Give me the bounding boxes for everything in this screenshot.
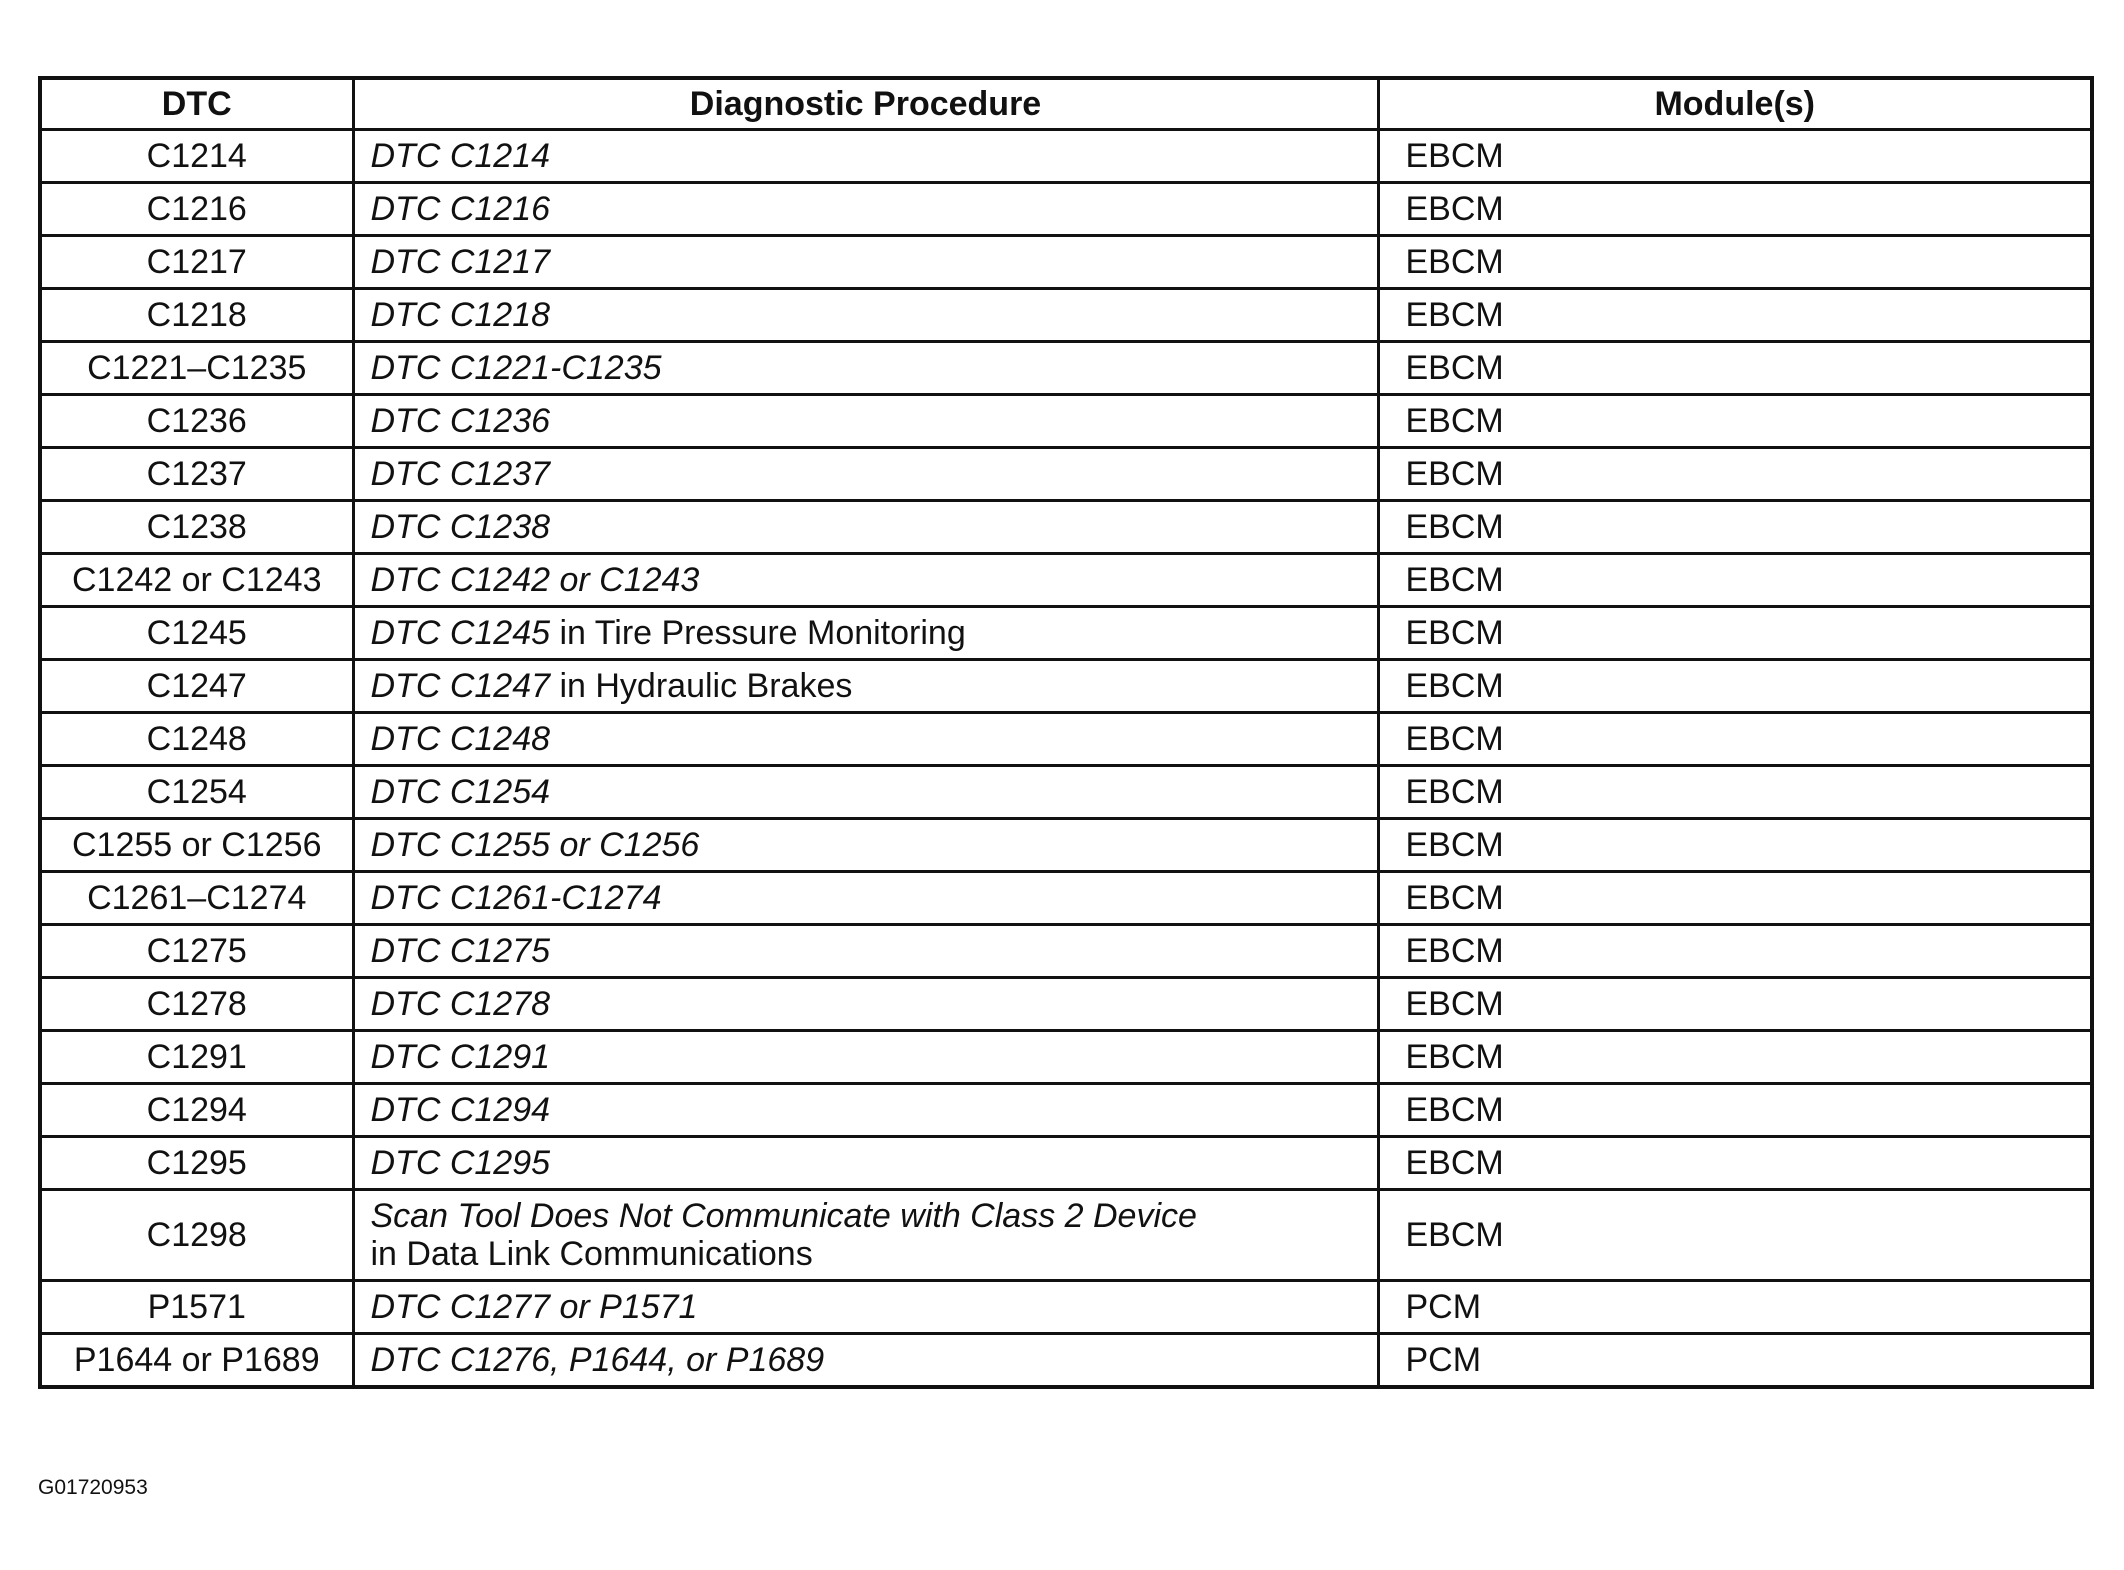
- diagnostic-procedure: [353, 1084, 1378, 1137]
- procedure-reference: DTC C1245: [370, 614, 551, 652]
- dtc-code: C1248: [40, 713, 353, 766]
- diagnostic-procedure: [353, 289, 1378, 342]
- module-name: EBCM: [1378, 448, 2092, 501]
- procedure-reference: DTC C1236: [370, 402, 551, 440]
- table-row: [40, 1084, 2092, 1137]
- diagnostic-procedure: [353, 872, 1378, 925]
- dtc-code: C1294: [40, 1084, 353, 1137]
- module-name: EBCM: [1378, 1084, 2092, 1137]
- module-name: EBCM: [1378, 607, 2092, 660]
- table-row: [40, 1031, 2092, 1084]
- diagnostic-procedure: [353, 1334, 1378, 1388]
- table-row: [40, 766, 2092, 819]
- dtc-code: C1237: [40, 448, 353, 501]
- procedure-section: in Tire Pressure Monitoring: [550, 614, 966, 652]
- table-row: [40, 1137, 2092, 1190]
- procedure-reference: DTC C1261-C1274: [370, 879, 662, 917]
- module-name: EBCM: [1378, 1031, 2092, 1084]
- procedure-reference: Scan Tool Does Not Communicate with Class 2 Device: [370, 1197, 1197, 1235]
- module-name: EBCM: [1378, 713, 2092, 766]
- dtc-code: C1291: [40, 1031, 353, 1084]
- module-name: EBCM: [1378, 925, 2092, 978]
- procedure-reference: DTC C1216: [370, 190, 551, 228]
- diagnostic-procedure: [353, 448, 1378, 501]
- table-row: [40, 978, 2092, 1031]
- module-name: EBCM: [1378, 766, 2092, 819]
- module-name: EBCM: [1378, 236, 2092, 289]
- procedure-reference: DTC C1277 or P1571: [370, 1288, 698, 1326]
- dtc-code: C1221–C1235: [40, 342, 353, 395]
- diagnostic-procedure: [353, 713, 1378, 766]
- diagnostic-procedure: [353, 554, 1378, 607]
- module-name: PCM: [1378, 1334, 2092, 1388]
- table-row: [40, 1334, 2092, 1388]
- table-row: [40, 395, 2092, 448]
- diagnostic-procedure: [353, 925, 1378, 978]
- table-row: [40, 183, 2092, 236]
- procedure-reference: DTC C1275: [370, 932, 551, 970]
- diagnostic-procedure: [353, 342, 1378, 395]
- module-name: EBCM: [1378, 395, 2092, 448]
- diagnostic-procedure: [353, 1190, 1378, 1281]
- module-name: EBCM: [1378, 1190, 2092, 1281]
- procedure-reference: DTC C1218: [370, 296, 551, 334]
- procedure-reference: DTC C1254: [370, 773, 551, 811]
- procedure-reference: DTC C1248: [370, 720, 551, 758]
- header-modules: Module(s): [1378, 78, 2092, 130]
- module-name: EBCM: [1378, 978, 2092, 1031]
- dtc-code: C1298: [40, 1190, 353, 1281]
- module-name: PCM: [1378, 1281, 2092, 1334]
- procedure-reference: DTC C1295: [370, 1144, 551, 1182]
- module-name: EBCM: [1378, 289, 2092, 342]
- dtc-code: C1254: [40, 766, 353, 819]
- dtc-code: C1275: [40, 925, 353, 978]
- table-header: [40, 78, 2092, 130]
- procedure-reference: DTC C1278: [370, 985, 551, 1023]
- diagnostic-procedure: [353, 660, 1378, 713]
- dtc-table: [38, 76, 2094, 1389]
- dtc-code: C1278: [40, 978, 353, 1031]
- table-row: [40, 607, 2092, 660]
- module-name: EBCM: [1378, 183, 2092, 236]
- table-row: [40, 501, 2092, 554]
- table-row: [40, 660, 2092, 713]
- header-row: [40, 78, 2092, 130]
- procedure-reference: DTC C1221-C1235: [370, 349, 662, 387]
- module-name: EBCM: [1378, 501, 2092, 554]
- diagnostic-procedure: [353, 1281, 1378, 1334]
- procedure-reference: DTC C1255 or C1256: [370, 826, 700, 864]
- table-row: [40, 289, 2092, 342]
- dtc-code: P1644 or P1689: [40, 1334, 353, 1388]
- table-row: [40, 819, 2092, 872]
- module-name: EBCM: [1378, 660, 2092, 713]
- dtc-code: C1261–C1274: [40, 872, 353, 925]
- diagnostic-procedure: [353, 607, 1378, 660]
- dtc-code: C1216: [40, 183, 353, 236]
- procedure-section: in Hydraulic Brakes: [550, 667, 853, 705]
- dtc-code: C1295: [40, 1137, 353, 1190]
- table-row: [40, 448, 2092, 501]
- procedure-reference: DTC C1294: [370, 1091, 551, 1129]
- dtc-code: C1255 or C1256: [40, 819, 353, 872]
- dtc-code: C1218: [40, 289, 353, 342]
- table-body: [40, 130, 2092, 1388]
- diagnostic-procedure: [353, 1137, 1378, 1190]
- procedure-reference: DTC C1242 or C1243: [370, 561, 700, 599]
- figure-id: G01720953: [38, 1476, 148, 1499]
- procedure-reference: DTC C1276, P1644, or P1689: [370, 1341, 825, 1379]
- procedure-reference: DTC C1237: [370, 455, 551, 493]
- table-row: [40, 1281, 2092, 1334]
- table-row: [40, 236, 2092, 289]
- table-row: [40, 1190, 2092, 1281]
- table-row: [40, 342, 2092, 395]
- dtc-code: C1236: [40, 395, 353, 448]
- module-name: EBCM: [1378, 130, 2092, 183]
- dtc-code: C1247: [40, 660, 353, 713]
- dtc-code: C1217: [40, 236, 353, 289]
- table-row: [40, 713, 2092, 766]
- procedure-reference: DTC C1291: [370, 1038, 551, 1076]
- dtc-code: C1238: [40, 501, 353, 554]
- diagnostic-procedure: [353, 1031, 1378, 1084]
- diagnostic-procedure: [353, 130, 1378, 183]
- header-diagnostic-procedure: Diagnostic Procedure: [353, 78, 1378, 130]
- module-name: EBCM: [1378, 872, 2092, 925]
- dtc-code: C1242 or C1243: [40, 554, 353, 607]
- table-row: [40, 872, 2092, 925]
- dtc-code: P1571: [40, 1281, 353, 1334]
- table-row: [40, 925, 2092, 978]
- module-name: EBCM: [1378, 554, 2092, 607]
- diagnostic-procedure: [353, 236, 1378, 289]
- dtc-code: C1214: [40, 130, 353, 183]
- diagnostic-procedure: [353, 766, 1378, 819]
- module-name: EBCM: [1378, 342, 2092, 395]
- procedure-reference: DTC C1214: [370, 137, 551, 175]
- diagnostic-procedure: [353, 819, 1378, 872]
- table-row: [40, 554, 2092, 607]
- procedure-reference: DTC C1238: [370, 508, 551, 546]
- diagnostic-procedure: [353, 978, 1378, 1031]
- procedure-section: in Data Link Communications: [370, 1235, 813, 1273]
- module-name: EBCM: [1378, 1137, 2092, 1190]
- procedure-reference: DTC C1247: [370, 667, 551, 705]
- header-dtc: DTC: [40, 78, 353, 130]
- diagnostic-procedure: [353, 183, 1378, 236]
- module-name: EBCM: [1378, 819, 2092, 872]
- diagnostic-procedure: [353, 501, 1378, 554]
- dtc-code: C1245: [40, 607, 353, 660]
- diagnostic-procedure: [353, 395, 1378, 448]
- table-row: [40, 130, 2092, 183]
- procedure-reference: DTC C1217: [370, 243, 551, 281]
